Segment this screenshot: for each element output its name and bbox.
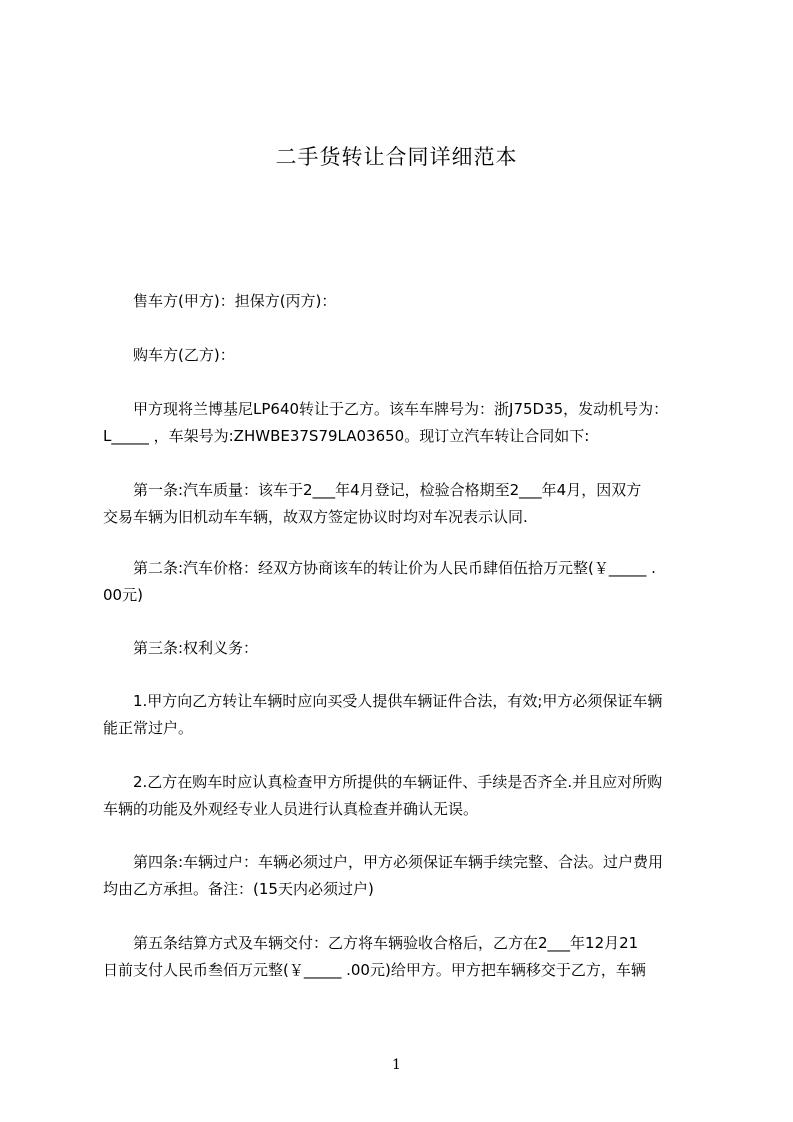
- article-3-item-2-line-2: 车辆的功能及外观经专业人员进行认真检查并确认无误。: [103, 800, 479, 818]
- page-number: 1: [392, 1057, 401, 1073]
- article-5-line-2: 日前支付人民币叁佰万元整(￥_____ .00元)给甲方。甲方把车辆移交于乙方，车辆: [103, 961, 646, 979]
- article-3-item-2-line-1: 2.乙方在购车时应认真检查甲方所提供的车辆证件、手续是否齐全.并且应对所购: [103, 773, 663, 791]
- intro-line-2: L_____ ，车架号为:ZHWBE37S79LA03650。现订立汽车转让合同如下:: [103, 427, 590, 445]
- article-3-item-1-line-1: 1.甲方向乙方转让车辆时应向买受人提供车辆证件合法，有效;甲方必须保证车辆: [103, 692, 663, 710]
- article-3-heading: 第三条:权利义务：: [103, 639, 259, 657]
- article-4-line-1: 第四条:车辆过户：车辆必须过户，甲方必须保证车辆手续完整、合法。过户费用: [103, 853, 664, 871]
- document-title: 二手货转让合同详细范本: [275, 145, 518, 169]
- article-2-line-1: 第二条:汽车价格：经双方协商该车的转让价为人民币肆佰伍拾万元整(￥_____ .: [103, 559, 656, 577]
- buyer-line: 购车方(乙方)：: [103, 346, 235, 364]
- article-3-item-1-line-2: 能正常过户。: [103, 719, 194, 737]
- article-5-line-1: 第五条结算方式及车辆交付：乙方将车辆验收合格后，乙方在2___年12月21: [103, 934, 639, 952]
- article-4-line-2: 均由乙方承担。备注：(15天内必须过户): [103, 880, 374, 898]
- article-1-line-2: 交易车辆为旧机动车车辆，故双方签定协议时均对车况表示认同.: [103, 508, 528, 526]
- article-1-line-1: 第一条:汽车质量：该车于2___年4月登记，检验合格期至2___年4月，因双方: [103, 481, 642, 499]
- intro-line-1: 甲方现将兰博基尼LP640转让于乙方。该车车牌号为：浙J75D35，发动机号为：: [103, 400, 669, 418]
- article-2-line-2: 00元): [103, 586, 143, 604]
- seller-guarantor-line: 售车方(甲方)：担保方(丙方)：: [103, 292, 337, 310]
